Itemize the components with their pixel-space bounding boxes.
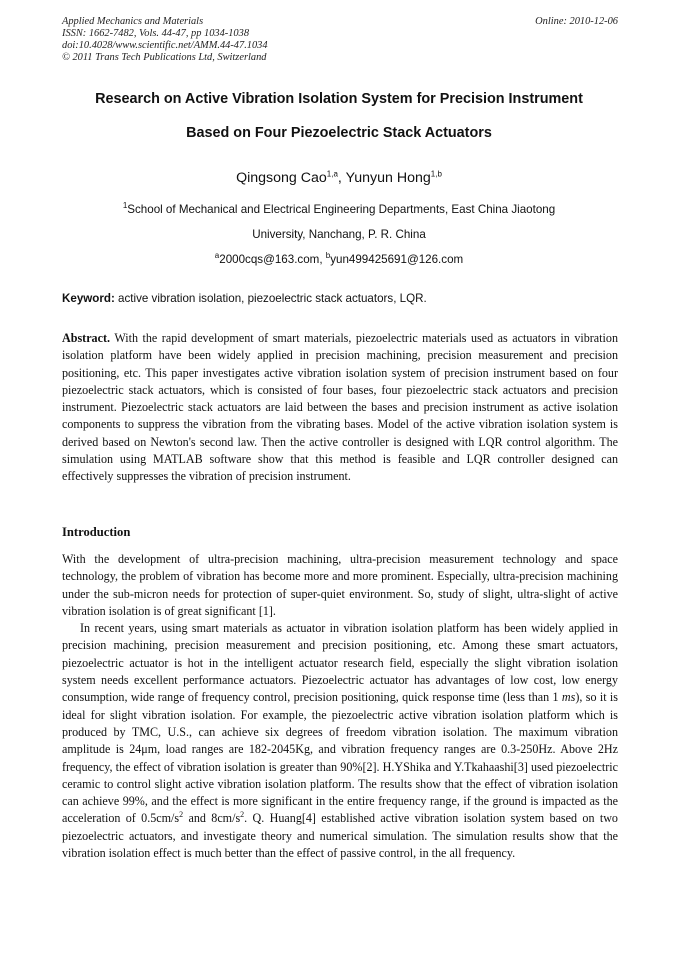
abstract-text: With the rapid development of smart materials, piezoelectric materials used as actuators in vibration isolation platform have been widely applied in precision machining, precision measurement and precision positioning, etc. This paper investigates active vibration isolation system of precision instrument based on four piezoelectric stack actuators, which is consisted of four bases, four piezoelectric stack actuators and precision instrument. Piezoelectric stack actuators are laid between the bases and precision instrument as active isolation components to suppress the vibration from the vibrating bases. Model of the active vibration isolation system is derived based on Newton's second law. Then the active controller is designed with LQR control algorithm. The simulation using MATLAB software show that this method is feasible and LQR controller designed can effectively suppresses the vibration of precision instrument. [62,331,618,484]
introduction-body [62,551,618,862]
paper-title-line-1: Research on Active Vibration Isolation System for Precision Instrument [95,91,583,107]
author-separator: , [337,170,346,186]
email-line [0,253,678,266]
email-mark: b [325,251,331,261]
author-affiliation-mark: 1,a [326,169,338,179]
paragraph-text: and 8cm/s [183,811,241,826]
affiliation-text: School of Mechanical and Electrical Engineering Departments, East China Jiaotong [127,203,556,216]
intro-paragraph-1: With the development of ultra-precision machining, ultra-precision measurement technology and space technology, the problem of vibration has become more and more prominent. Especially, ultra-precision machining under the sub-micron needs for protection of super-quiet environment. So, study of slight, ultra-slight of active vibration isolation is of great significant [1]. [62,552,618,618]
author-affiliation-mark: 1,b [430,169,442,179]
journal-header [62,16,618,64]
intro-paragraph-2 [62,620,618,862]
author-name: Yunyun Hong [345,170,431,186]
abstract-label: Abstract. [62,331,111,345]
unit-text: ms [561,690,576,705]
affiliation-line-1 [0,203,678,216]
keywords-label: Keyword: [62,292,115,305]
email-mark: a [214,251,220,261]
affiliation-mark: 1 [122,201,128,211]
journal-name: Applied Mechanics and Materials [62,16,204,27]
section-heading-introduction: Introduction [62,525,131,539]
email-b[interactable]: yun499425691@126.com [330,253,464,266]
superscript: 2 [240,810,245,820]
paper-title-line-2: Based on Four Piezoelectric Stack Actuators [186,125,492,141]
abstract [62,330,618,486]
paragraph-text: . Q. Huang[4] established active vibration isolation system based on two piezoelectric actuators, and investigate theory and numerical simulation. The simulation results show that the vibration isolation effect is much better than the effect of passive control, in the all frequency. [62,811,618,861]
copyright-line: © 2011 Trans Tech Publications Ltd, Switzerland [62,52,267,63]
author-list [0,170,678,186]
email-a[interactable]: 2000cqs@163.com, [219,253,326,266]
author-name: Qingsong Cao [236,170,327,186]
doi-line[interactable]: doi:10.4028/www.scientific.net/AMM.44-47.1034 [62,40,268,51]
online-date: Online: 2010-12-06 [535,16,618,27]
keywords [62,292,618,305]
superscript: 2 [179,810,184,820]
paragraph-text: ), so it is ideal for slight vibration isolation. For example, the piezoelectric active vibration isolation platform which is produced by TMC, U.S., can achieve six degrees of freedom vibration isolation. The maximum vibration amplitude is 24μm, load ranges are 182-2045Kg, and vibration frequency ranges are 0.3-250Hz. Above 2Hz frequency, the effect of vibration isolation is greater than 90%[2]. H.YShika and Y.Tkahaashi[3] used piezoelectric ceramic to control slight active vibration isolation platform. The results show that the effect of vibration isolation can achieve 99%, and the effect is more significant in the entire frequency range, if the ground is impacted as the acceleration of 0.5cm/s [62,690,618,826]
paragraph-text: In recent years, using smart materials as actuator in vibration isolation platform has been widely applied in precision machining, precision measurement and precision positioning, etc. Among these smart actuators, piezoelectric actuator is hot in the intelligent actuator research field, especially the slight vibration isolation system needs excellent performance actuators. Piezoelectric actuator has advantages of low cost, low energy consumption, wide range of frequency control, precision positioning, quick response time (less than 1 [62,621,618,705]
keywords-text: active vibration isolation, piezoelectric stack actuators, LQR. [114,292,427,305]
issn-line: ISSN: 1662-7482, Vols. 44-47, pp 1034-1038 [62,28,250,39]
affiliation-line-2: University, Nanchang, P. R. China [252,228,426,241]
